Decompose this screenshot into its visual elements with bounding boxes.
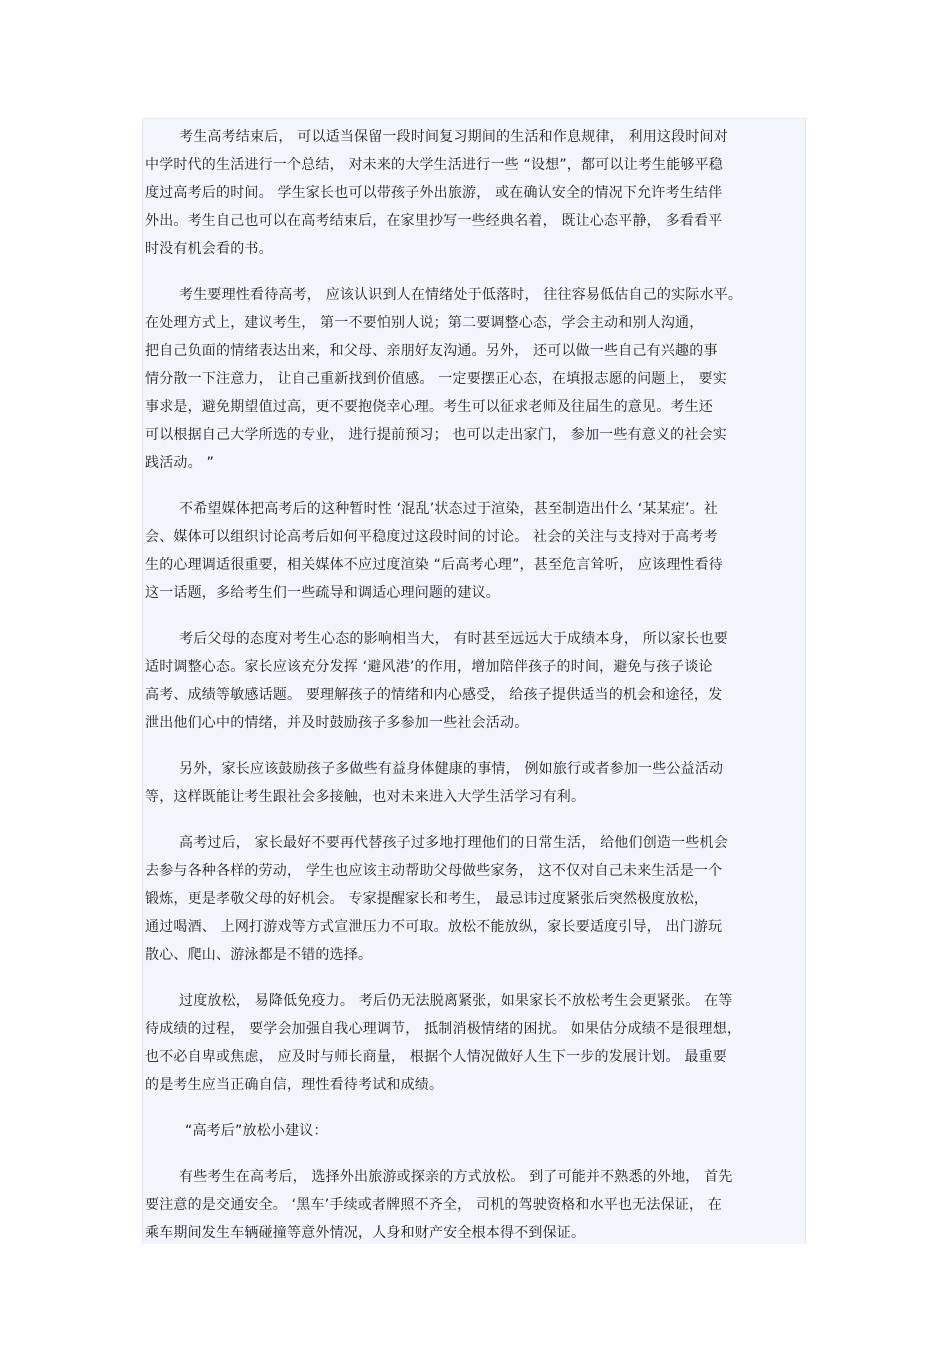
text-line: 过度放松， 易降低免疫力。 考后仍无法脱离紧张，如果家长不放松考生会更紧张。 在等	[179, 993, 733, 1009]
text-line: 考生高考结束后， 可以适当保留一段时间复习期间的生活和作息规律， 利用这段时间对	[179, 129, 728, 145]
paragraph	[145, 829, 805, 969]
text-line: 生的心理调适很重要，相关媒体不应过度渲染 “后高考心理”，甚至危言耸听， 应该理性看待	[145, 557, 724, 573]
paragraph	[145, 1163, 805, 1247]
text-line: 事求是，避免期望值过高，更不要抱侥幸心理。考生可以征求老师及往届生的意见。考生还	[145, 399, 713, 415]
text-line: 把自己负面的情绪表达出来，和父母、亲朋好友沟通。另外， 还可以做一些自己有兴趣的事	[145, 343, 718, 359]
text-line: 要注意的是交通安全。 ‘黑车’手续或者牌照不齐全， 司机的驾驶资格和水平也无法保证， 在	[145, 1197, 723, 1213]
text-line: 度过高考后的时间。 学生家长也可以带孩子外出旅游， 或在确认安全的情况下允许考生结伴	[145, 185, 723, 201]
text-line: 通过喝酒、 上网打游戏等方式宣泄压力不可取。放松不能放纵，家长要适度引导， 出门游玩	[145, 919, 723, 935]
text-line: 可以根据自己大学所选的专业， 进行提前预习； 也可以走出家门， 参加一些有意义的社会实	[145, 427, 727, 443]
paragraph	[145, 495, 805, 607]
text-line: 外出。考生自己也可以在高考结束后，在家里抄写一些经典名着， 既让心态平静， 多看看平	[145, 213, 723, 229]
paragraph	[145, 755, 805, 811]
text-line: 这一话题，多给考生们一些疏导和调适心理问题的建议。	[145, 585, 500, 601]
text-line: 泄出他们心中的情绪，并及时鼓励孩子多参加一些社会活动。	[145, 715, 529, 731]
text-line: 中学时代的生活进行一个总结， 对未来的大学生活进行一些 “设想”，都可以让考生能够平稳	[145, 157, 724, 173]
text-line: “高考后”放松小建议：	[185, 1123, 328, 1139]
text-line: 待成绩的过程， 要学会加强自我心理调节， 抵制消极情绪的困扰。 如果估分成绩不是很理想，	[145, 1021, 742, 1037]
text-line: 去参与各种各样的劳动， 学生也应该主动帮助父母做些家务， 这不仅对自己未来生活是一个	[145, 863, 723, 879]
text-line: 考后父母的态度对考生心态的影响相当大， 有时甚至远远大于成绩本身， 所以家长也要	[179, 631, 728, 647]
text-line: 也不必自卑或焦虑， 应及时与师长商量， 根据个人情况做好人生下一步的发展计划。 最重要	[145, 1049, 727, 1065]
text-line: 另外，家长应该鼓励孩子多做些有益身体健康的事情， 例如旅行或者参加一些公益活动	[179, 761, 724, 777]
section-subheading	[145, 1117, 805, 1145]
text-line: 会、媒体可以组织讨论高考后如何平稳度过这段时间的讨论。 社会的关注与支持对于高考考	[145, 529, 718, 545]
text-line: 有些考生在高考后， 选择外出旅游或探亲的方式放松。 到了可能并不熟悉的外地， 首先	[179, 1169, 733, 1185]
text-line: 的是考生应当正确自信，理性看待考试和成绩。	[145, 1077, 444, 1093]
text-line: 在处理方式上，建议考生， 第一不要怕别人说；第二要调整心态，学会主动和别人沟通，	[145, 315, 704, 331]
text-line: 乘车期间发生车辆碰撞等意外情况，人身和财产安全根本得不到保证。	[145, 1225, 586, 1241]
paragraph	[145, 281, 805, 477]
text-line: 适时调整心态。家长应该充分发挥 ‘避风港’的作用，增加陪伴孩子的时间，避免与孩子谈论	[145, 659, 713, 675]
text-line: 高考过后， 家长最好不要再代替孩子过多地打理他们的日常生活， 给他们创造一些机会	[179, 835, 728, 851]
text-line: 情分散一下注意力， 让自己重新找到价值感。 一定要摆正心态，在填报志愿的问题上， 要实	[145, 371, 727, 387]
text-line: 不希望媒体把高考后的这种暂时性 ‘混乱’状态过于渲染，甚至制造出什么 ‘某某症’。社	[179, 501, 719, 517]
text-line: 锻炼，更是孝敬父母的好机会。 专家提醒家长和考生， 最忌讳过度紧张后突然极度放松，	[145, 891, 709, 907]
article-body	[142, 118, 806, 1244]
text-line: 时没有机会看的书。	[145, 241, 273, 257]
text-line: 考生要理性看待高考， 应该认识到人在情绪处于低落时， 往往容易低估自己的实际水平。	[179, 287, 743, 303]
text-line: 等，这样既能让考生跟社会多接触，也对未来进入大学生活学习有利。	[145, 789, 586, 805]
paragraph	[145, 987, 805, 1099]
text-line: 散心、爬山、游泳都是不错的选择。	[145, 947, 373, 963]
text-line: 高考、成绩等敏感话题。 要理解孩子的情绪和内心感受， 给孩子提供适当的机会和途径，发	[145, 687, 723, 703]
paragraph	[145, 625, 805, 737]
paragraph	[145, 123, 805, 263]
text-line: 践活动。 ”	[145, 455, 214, 471]
